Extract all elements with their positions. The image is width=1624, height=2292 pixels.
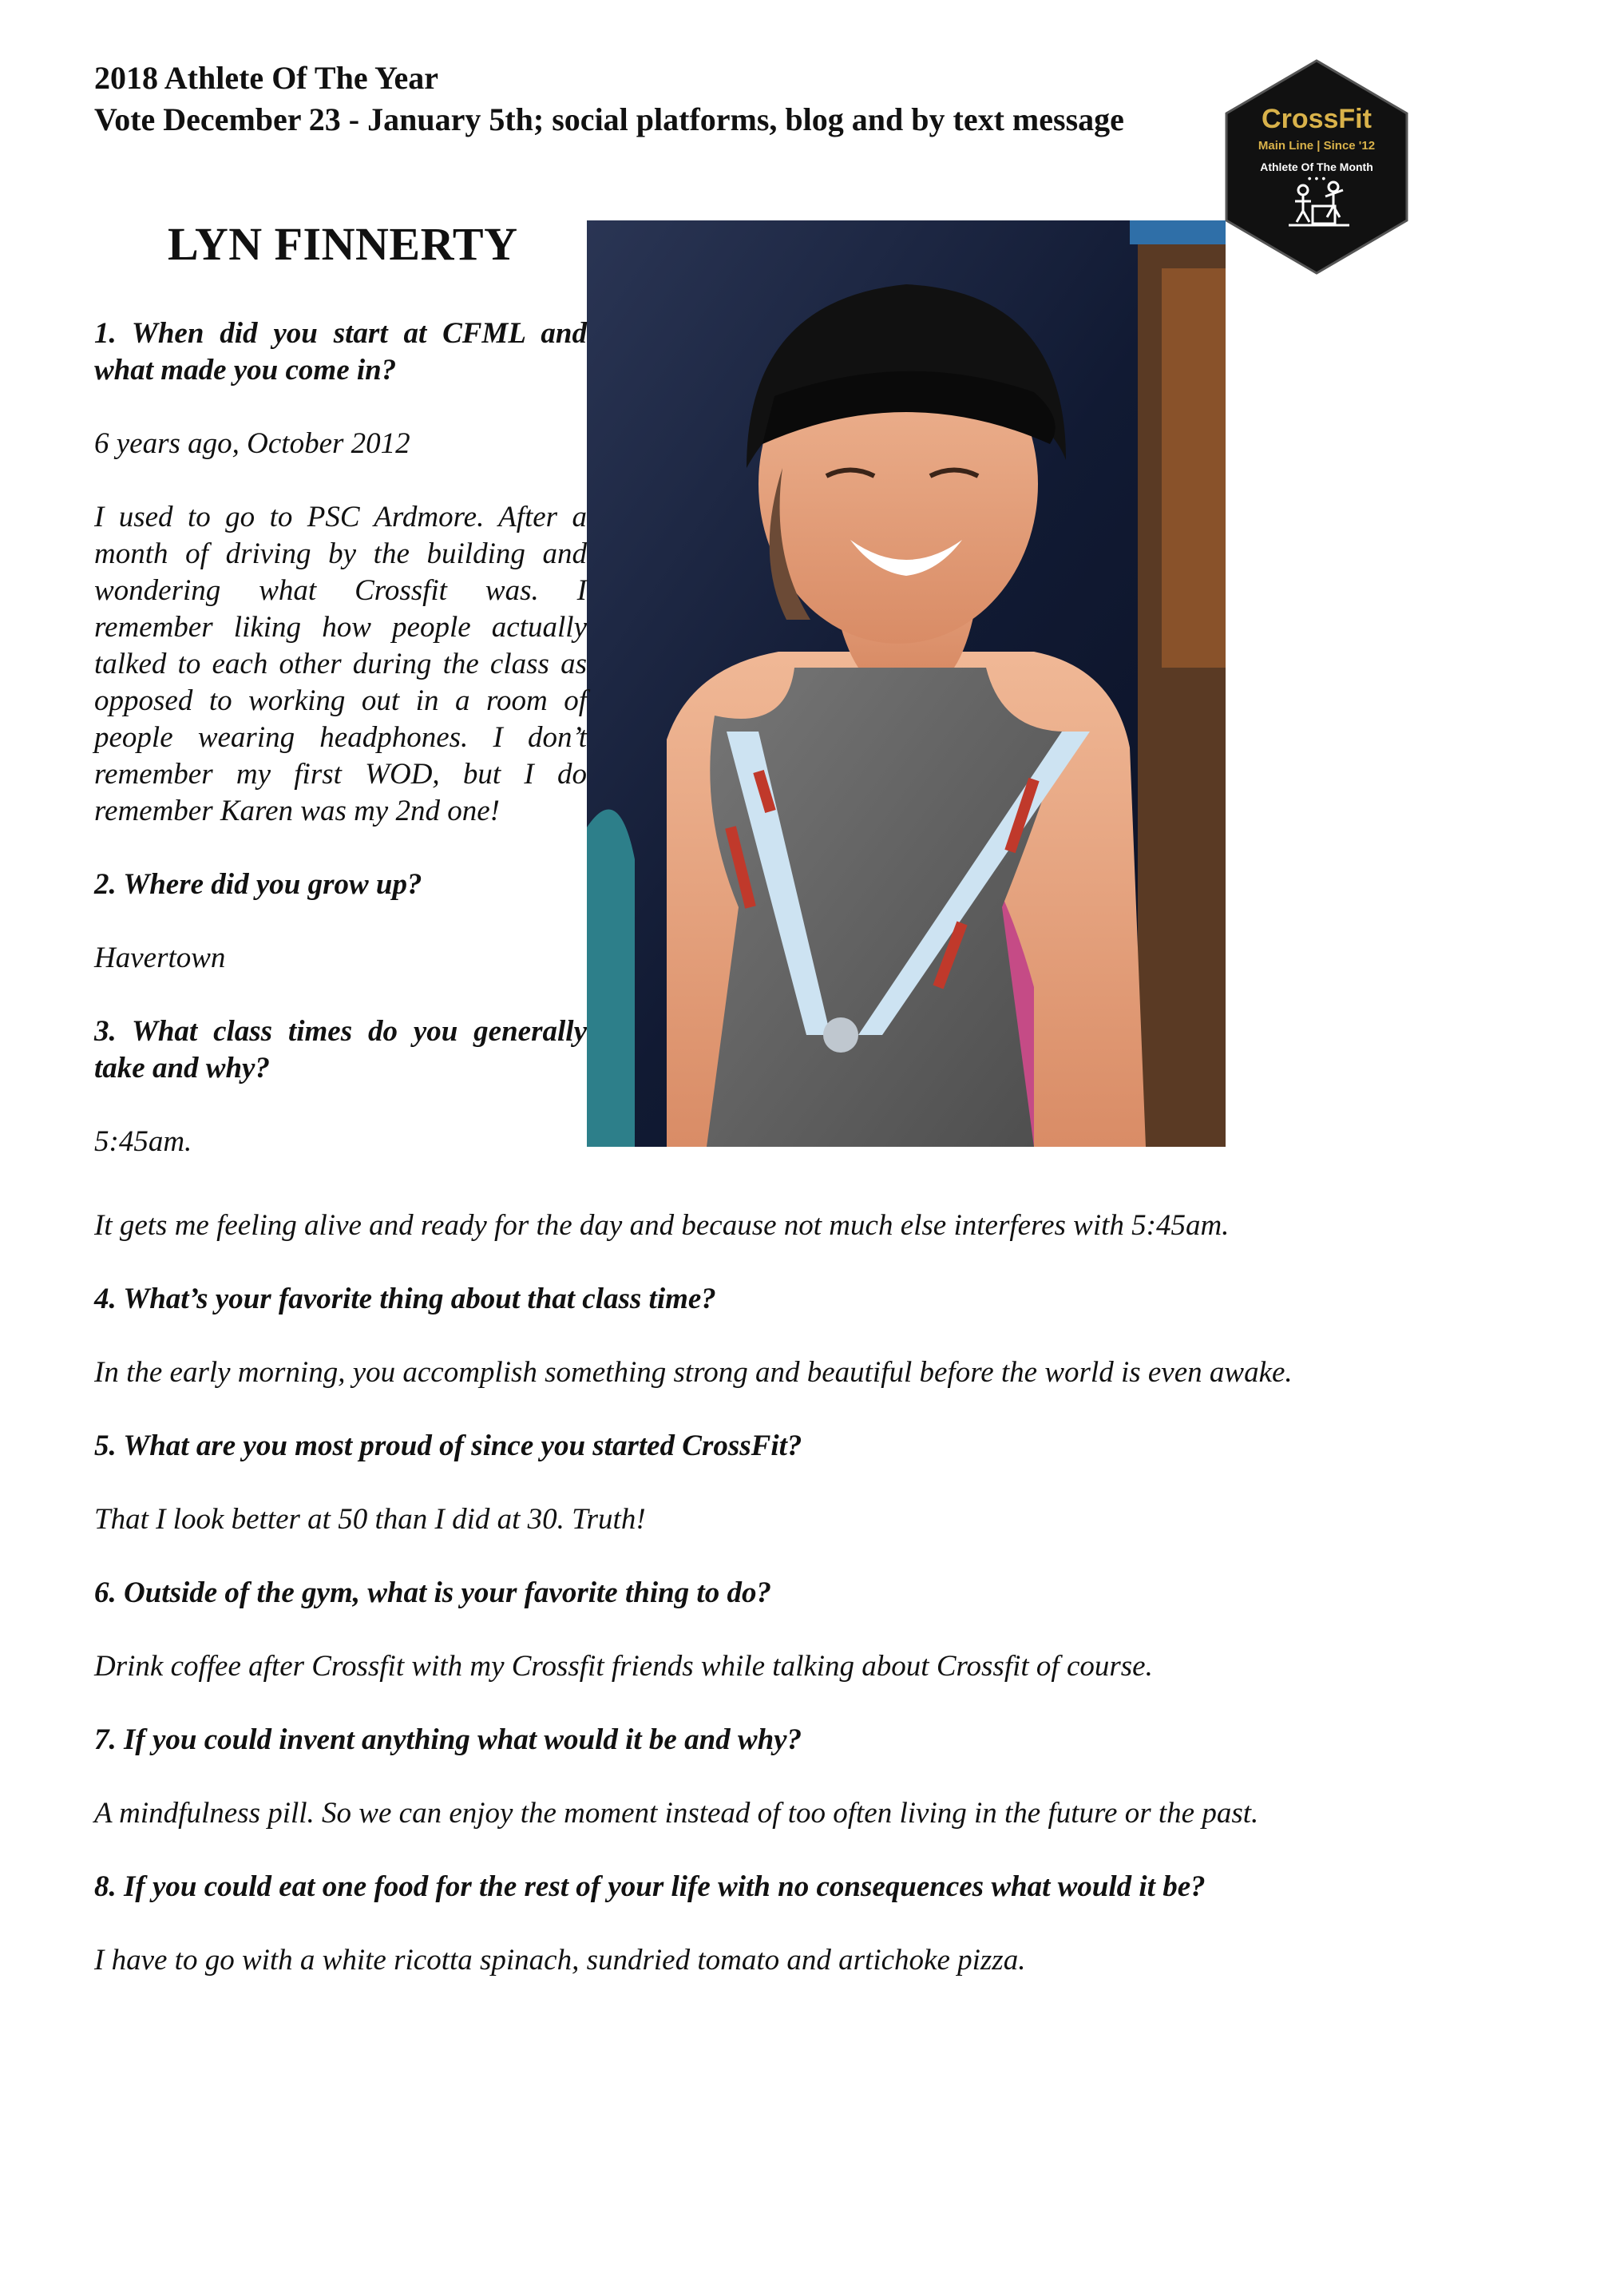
- answer-1-part-2: I used to go to PSC Ardmore. After a month of driving by the building and wondering what Crossfit was. I remember liking how people actually talked to each other during the class as opposed to working out in a room of people wearing headphones. I don’t remember my first WOD, but I do remember Karen was my 2nd one!: [94, 501, 587, 827]
- answer-6: Drink coffee after Crossfit with my Crossfit friends while talking about Crossfit of course.: [94, 1650, 1153, 1683]
- page-header: [94, 57, 1124, 141]
- header-title: 2018 Athlete Of The Year: [94, 60, 439, 96]
- athlete-photo: [587, 220, 1226, 1147]
- crossfit-logo: [1222, 57, 1412, 276]
- header-vote-line: Vote December 23 - January 5th; social platforms, blog and by text message: [94, 101, 1124, 137]
- answer-5: That I look better at 50 than I did at 30. Truth!: [94, 1503, 646, 1536]
- logo-brand-text: CrossFit: [1262, 104, 1372, 134]
- svg-text:• • •: • • •: [1307, 172, 1326, 184]
- answer-1-part-1: 6 years ago, October 2012: [94, 427, 410, 460]
- answer-8: I have to go with a white ricotta spinach, sundried tomato and artichoke pizza.: [94, 1944, 1026, 1977]
- answer-3-part-1: 5:45am.: [94, 1125, 192, 1158]
- question-1: 1. When did you start at CFML and what made you come in?: [94, 317, 587, 387]
- answer-3-part-2: It gets me feeling alive and ready for the day and because not much else interferes with 5:45am.: [94, 1209, 1230, 1242]
- answer-2: Havertown: [94, 942, 226, 974]
- answer-7: A mindfulness pill. So we can enjoy the moment instead of too often living in the future or the past.: [94, 1797, 1259, 1830]
- question-4: 4. What’s your favorite thing about that class time?: [94, 1283, 716, 1315]
- question-6: 6. Outside of the gym, what is your favorite thing to do?: [94, 1576, 771, 1609]
- question-5: 5. What are you most proud of since you started CrossFit?: [94, 1430, 802, 1462]
- question-2: 2. Where did you grow up?: [94, 868, 422, 901]
- answer-4: In the early morning, you accomplish something strong and beautiful before the world is even awake.: [94, 1356, 1293, 1389]
- logo-tagline-text: Main Line | Since '12: [1258, 139, 1376, 153]
- qa-column-lower: [94, 1207, 1372, 1979]
- question-7: 7. If you could invent anything what would it be and why?: [94, 1723, 802, 1756]
- logo-caption-text: Athlete Of The Month: [1260, 161, 1373, 173]
- athlete-name: LYN FINNERTY: [168, 218, 518, 270]
- question-8: 8. If you could eat one food for the rest of your life with no consequences what would it be?: [94, 1870, 1206, 1903]
- qa-column-upper: [94, 315, 587, 1160]
- question-3: 3. What class times do you generally take and why?: [94, 1015, 587, 1085]
